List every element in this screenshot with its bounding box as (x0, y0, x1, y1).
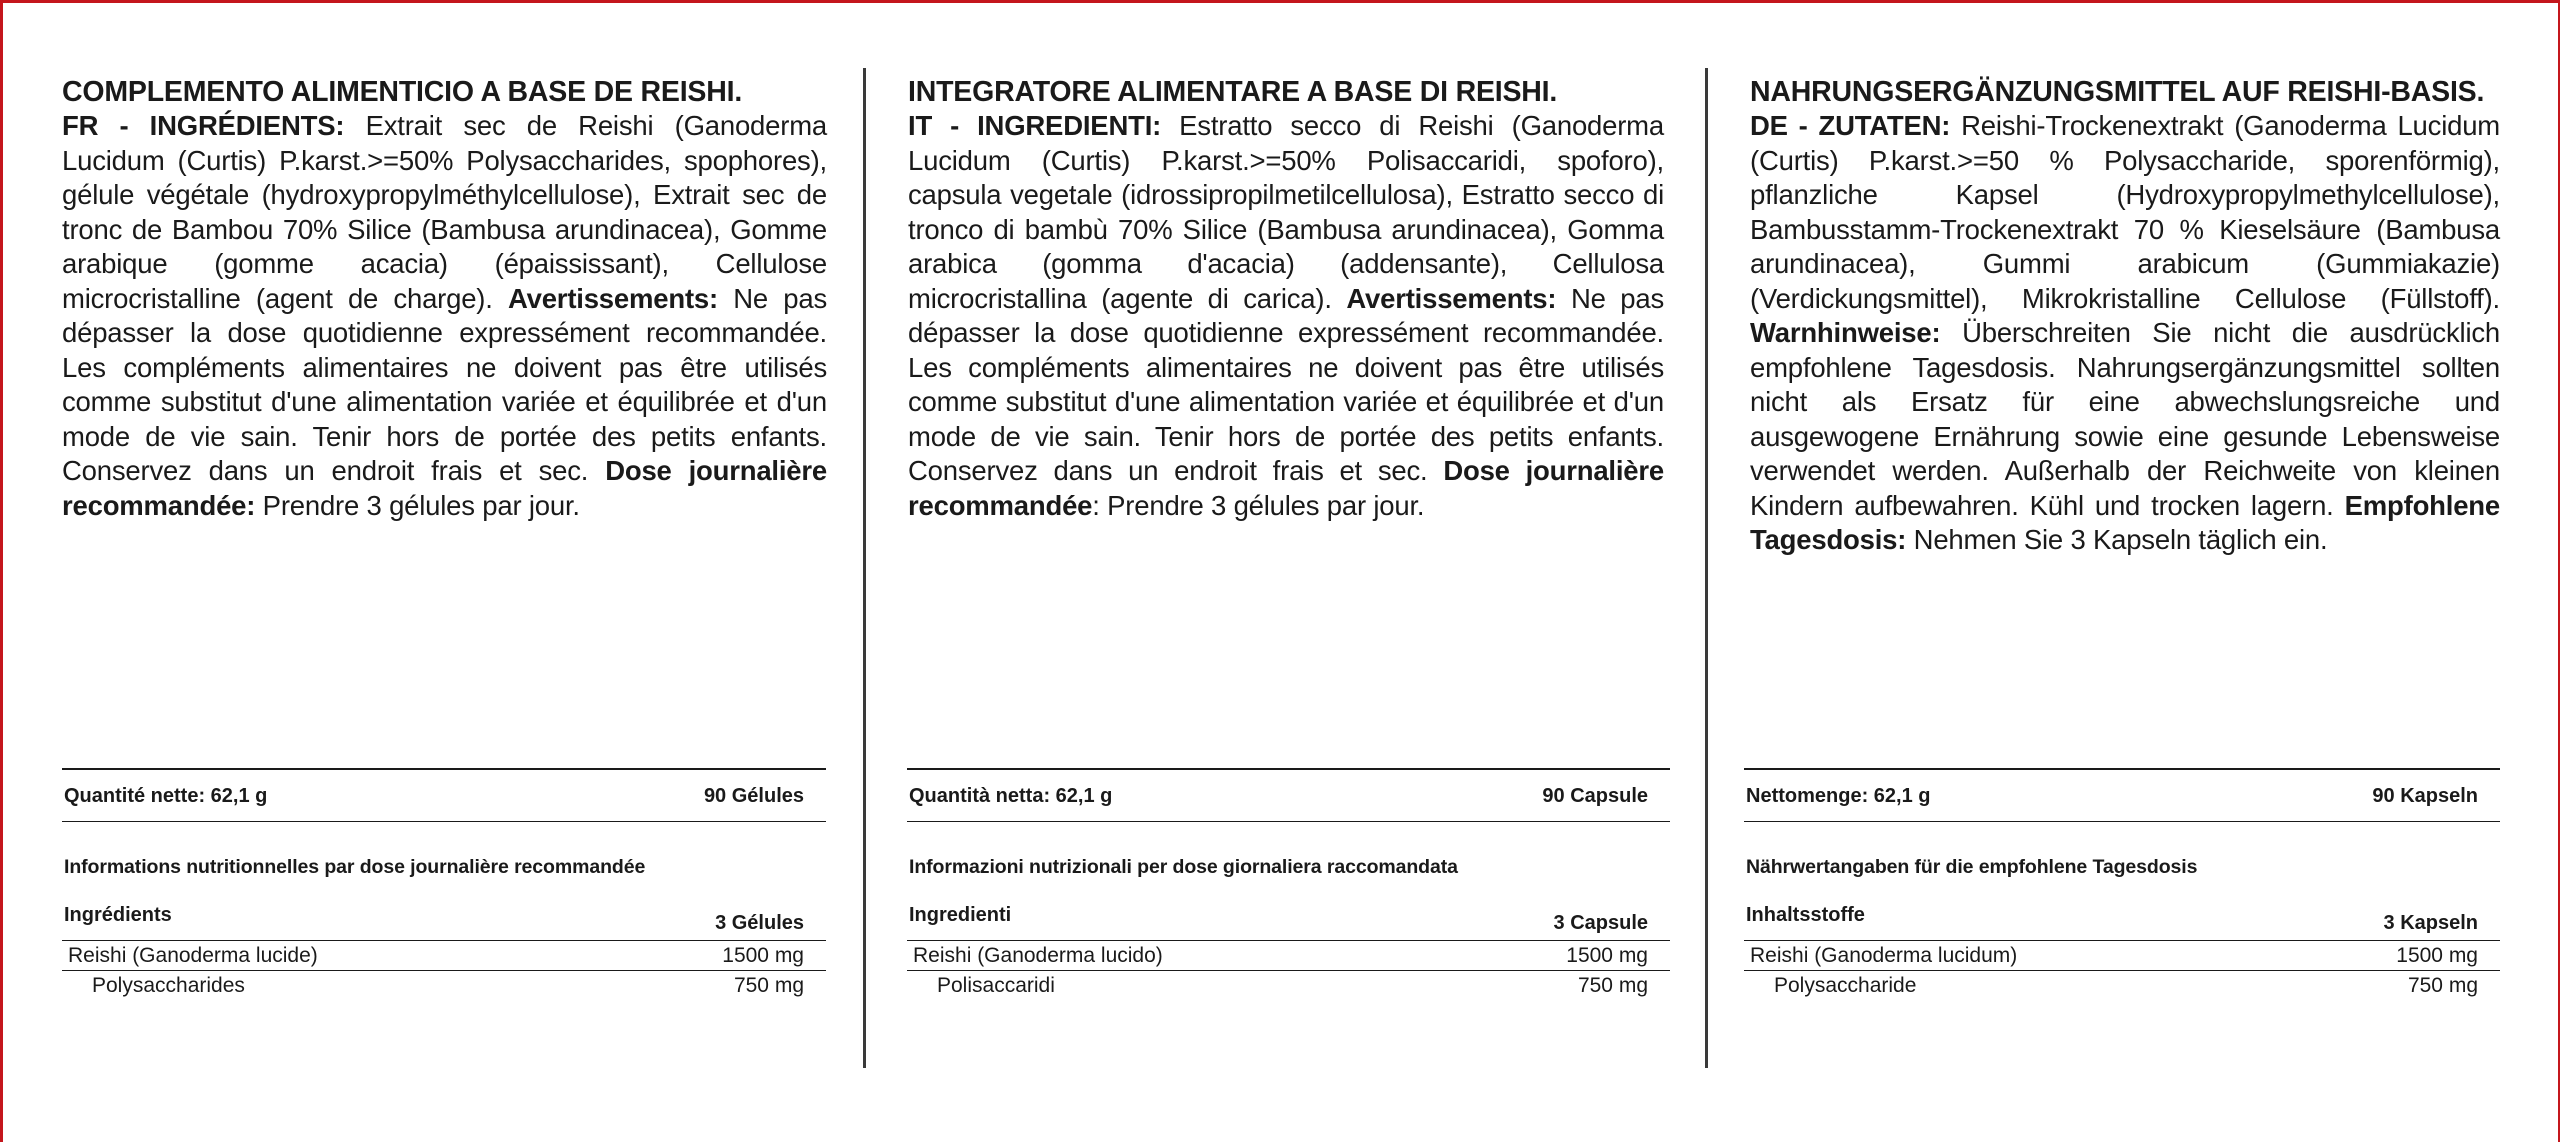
german-ingredients-label: DE - ZUTATEN: (1750, 110, 1951, 141)
french-body (62, 109, 827, 523)
italian-title: INTEGRATORE ALIMENTARE A BASE DI REISHI. (908, 76, 1558, 108)
french-ingredients-text: Extrait sec de Reishi (Ganoderma Lucidum (Curtis) P.karst.>=50% Polysaccharides, spophores), gélule végétale (hydroxypropylméthylcellulose), Extrait sec de tronc de Bambou 70% Silice (Bambusa arundinacea), Gomme arabique (gomme acacia) (épaississant), Cellulose microcristalline (agent de charge). (62, 110, 827, 314)
german-warnings-text: Überschreiten Sie nicht die ausdrücklich empfohlene Tagesdosis. Nahrungsergänzungsmittel sollten nicht als Ersatz für eine abwechslungsreiche und ausgewogene Ernährung sowie eine gesunde Lebensweise verwendet werden. Außerhalb der Reichweite von kleinen Kindern aufbewahren. Kühl und trocken lagern. (1750, 317, 2500, 521)
german-ingredients-text: Reishi-Trockenextrakt (Ganoderma Lucidum (Curtis) P.karst.>=50 % Polysaccharide, sporenförmig), pflanzliche Kapsel (Hydroxypropylmethylcellulose), Bambusstamm-Trockenextrakt 70 % Kieselsäure (Bambusa arundinacea), Gummi arabicum (Gummiakazie) (Verdickungsmittel), Mikrokristalline Cellulose (Füllstoff). (1750, 110, 2501, 314)
table-rule (62, 821, 826, 822)
quantity-column-header: 3 Gélules (715, 912, 804, 934)
italian-ingredients-label: IT - INGREDIENTI: (908, 110, 1162, 141)
italian-warnings-text: Ne pas dépasser la dose quotidienne expressément recommandée. Les compléments alimentaires ne doivent pas être utilisés comme substitut d'une alimentation variée et équilibrée et d'un mode de vie sain. Tenir hors de portée des petits enfants. Conservez dans un endroit frais et sec. (908, 282, 1665, 486)
ingredient-amount: 1500 mg (1566, 943, 1648, 967)
net-count: 90 Kapseln (2372, 785, 2478, 807)
table-row (62, 971, 826, 1000)
german-text-column (1750, 75, 2500, 558)
net-quantity-label: Quantità netta: 62,1 g (909, 785, 1113, 807)
ingredient-name: Reishi (Ganoderma lucidum) (1750, 943, 2018, 967)
table-row (1744, 971, 2500, 1000)
italian-text-column (908, 75, 1664, 523)
ingredient-amount: 1500 mg (2396, 943, 2478, 967)
ingredient-amount: 750 mg (733, 973, 804, 997)
italian-body (908, 109, 1664, 523)
german-dose-label: Empfohlene Tagesdosis: (1750, 489, 2500, 555)
quantity-column-header: 3 Capsule (1553, 912, 1648, 934)
table-row (907, 941, 1670, 970)
table-header (62, 904, 826, 940)
ingredient-column-header: Ingrédients (64, 904, 172, 926)
german-title: NAHRUNGSERGÄNZUNGSMITTEL AUF REISHI-BASIS. (1750, 76, 2485, 108)
ingredient-amount: 750 mg (2407, 973, 2478, 997)
net-quantity-label: Nettomenge: 62,1 g (1746, 785, 1931, 807)
ingredient-name: Reishi (Ganoderma lucide) (68, 943, 318, 967)
french-warnings-label: Avertissements: (507, 282, 718, 314)
nutrition-info-title: Informations nutritionnelles par dose journalière recommandée (64, 856, 646, 878)
french-dose-text: Prendre 3 gélules par jour. (255, 489, 580, 521)
ingredient-column-header: Ingredienti (909, 904, 1012, 926)
italian-dose-label: Dose journalière recommandée (908, 455, 1664, 521)
net-quantity-label: Quantité nette: 62,1 g (64, 785, 268, 807)
french-nutrition-table (62, 768, 826, 1000)
ingredient-amount: 1500 mg (722, 943, 804, 967)
french-dose-label: Dose journalière recommandée: (62, 455, 827, 521)
french-ingredients-label: FR - INGRÉDIENTS: (62, 110, 345, 141)
italian-ingredients-text: Estratto secco di Reishi (Ganoderma Lucidum (Curtis) P.karst.>=50% Polisaccaridi, spoforo), capsula vegetale (idrossipropilmetilcellulosa), Estratto secco di tronco di bambù 70% Silice (Bambusa arundinacea), Gomma arabica (gomma d'acacia) (addensante), Cellulosa microcristallina (agente di carica). (908, 110, 1664, 314)
ingredient-column-header: Inhaltsstoffe (1746, 904, 1865, 926)
ingredient-amount: 750 mg (1577, 973, 1648, 997)
german-nutrition-table (1744, 768, 2500, 1000)
italian-warnings-label: Avertissements: (1346, 282, 1557, 314)
table-row (1744, 941, 2500, 970)
nutrition-info-title: Nährwertangaben für die empfohlene Tagesdosis (1746, 856, 2198, 878)
french-title: COMPLEMENTO ALIMENTICIO A BASE DE REISHI. (62, 76, 743, 108)
quantity-column-header: 3 Kapseln (2383, 912, 2478, 934)
table-header (1744, 904, 2500, 940)
table-rule (907, 821, 1670, 822)
nutrition-info-title: Informazioni nutrizionali per dose giornaliera raccomandata (909, 856, 1458, 878)
table-row (907, 971, 1670, 1000)
german-warnings-label: Warnhinweise: (1750, 317, 1941, 348)
ingredient-name: Polisaccaridi (937, 973, 1055, 997)
german-body (1750, 109, 2500, 558)
german-dose-text: Nehmen Sie 3 Kapseln täglich ein. (1906, 524, 2328, 555)
net-count: 90 Capsule (1542, 785, 1648, 807)
ingredient-name: Polysaccharides (92, 973, 245, 997)
column-divider (863, 68, 866, 1068)
italian-dose-text: : Prendre 3 gélules par jour. (1092, 489, 1425, 521)
french-warnings-text: Ne pas dépasser la dose quotidienne expressément recommandée. Les compléments alimentaires ne doivent pas être utilisés comme substitut d'une alimentation variée et équilibrée et d'un mode de vie sain. Tenir hors de portée des petits enfants. Conservez dans un endroit frais et sec. (62, 282, 827, 486)
column-divider (1705, 68, 1708, 1068)
table-header (907, 904, 1670, 940)
net-quantity-row (1744, 770, 2500, 821)
italian-nutrition-table (907, 768, 1670, 1000)
french-text-column (62, 75, 827, 523)
ingredient-name: Polysaccharide (1774, 973, 1917, 997)
net-count: 90 Gélules (703, 785, 804, 807)
table-rule (1744, 821, 2500, 822)
net-quantity-row (907, 770, 1670, 821)
ingredient-name: Reishi (Ganoderma lucido) (913, 943, 1163, 967)
table-row (62, 941, 826, 970)
net-quantity-row (62, 770, 826, 821)
